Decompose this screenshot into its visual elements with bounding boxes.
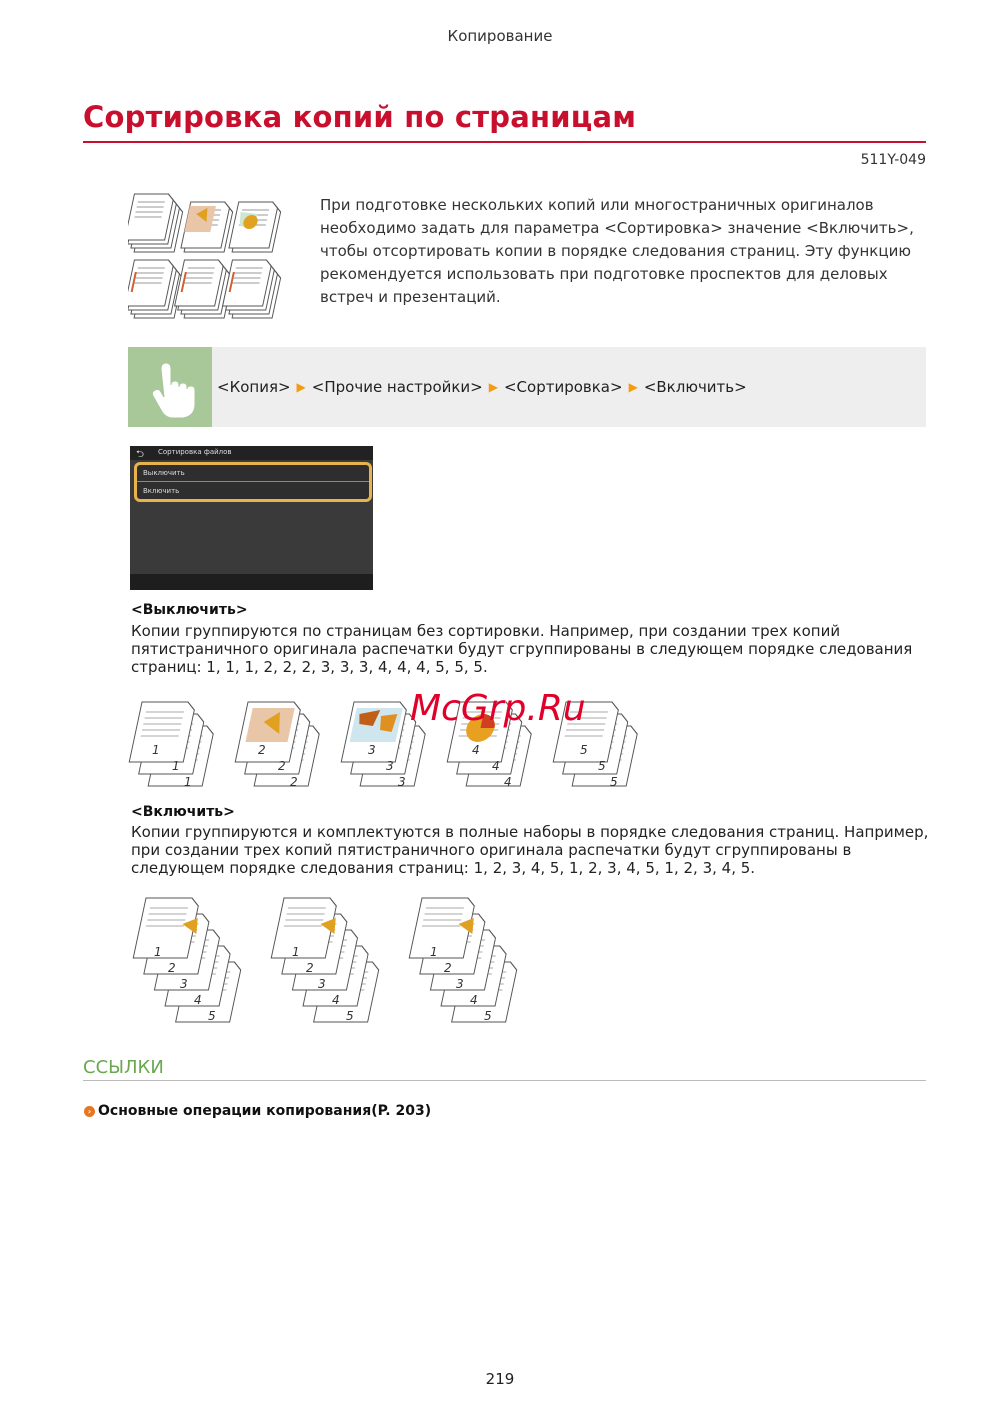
sort-overview-illustration (128, 190, 288, 320)
device-screen (130, 446, 373, 590)
intro-paragraph: При подготовке нескольких копий или многостраничных оригиналов необходимо задать для параметра <Сортировка> значение <Включить>, чтобы отсортировать копии в порядке следования страниц. Эту функцию рекомендуется использовать при подготовке проспектов для деловых встреч и презентаций. (320, 196, 914, 306)
menu-step-on: <Включить> (643, 378, 747, 396)
page-label: 1 (430, 945, 438, 959)
page-label: 1 (292, 945, 300, 959)
page-label: 5 (484, 1009, 492, 1023)
page-label: 1 (152, 743, 160, 757)
page-label: 2 (278, 759, 286, 773)
link-basic-copy-operations[interactable] (84, 1103, 431, 1119)
menu-path (217, 378, 747, 396)
screen-option-on[interactable]: Включить (143, 487, 180, 495)
page-label: 2 (444, 961, 452, 975)
page-label: 3 (456, 977, 464, 991)
page-label: 2 (306, 961, 314, 975)
title-rule (83, 141, 926, 143)
page-label: 5 (598, 759, 606, 773)
screen-title: Сортировка файлов (158, 448, 232, 456)
page-label: 4 (332, 993, 340, 1007)
menu-step-copy: <Копия> (217, 378, 291, 396)
option-on-label: <Включить> (131, 804, 235, 820)
page-label: 1 (172, 759, 180, 773)
page-label: 1 (154, 945, 162, 959)
page-label: 3 (180, 977, 188, 991)
page-label: 1 (184, 775, 192, 789)
page-title: Сортировка копий по страницам (83, 100, 637, 134)
link-text[interactable]: Основные операции копирования(P. 203) (98, 1103, 432, 1119)
back-icon: ⮌ (136, 449, 145, 460)
menu-step-other-settings: <Прочие настройки> (311, 378, 483, 396)
screen-header (130, 446, 373, 460)
uncollated-illustration (128, 692, 668, 796)
page-label: 4 (194, 993, 202, 1007)
hand-pointer-icon (128, 347, 212, 427)
page-label: 3 (386, 759, 394, 773)
arrow-right-icon: ▶ (296, 380, 306, 394)
arrow-right-icon: ▶ (628, 380, 638, 394)
watermark: McGrp.Ru (410, 688, 586, 729)
page-label: 4 (504, 775, 512, 789)
page-label: 5 (610, 775, 618, 789)
screen-option-off[interactable]: Выключить (143, 469, 185, 477)
option-off-label: <Выключить> (131, 602, 248, 618)
page-label: 5 (580, 743, 588, 757)
menu-step-collate: <Сортировка> (503, 378, 623, 396)
page-label: 2 (258, 743, 266, 757)
page-label: 5 (208, 1009, 216, 1023)
page-label: 2 (290, 775, 298, 789)
option-off-text: Копии группируются по страницам без сортировки. Например, при создании трех копий пятистраничного оригинала распечатки будут сгруппированы в следующем порядке следования страниц: 1, 1, 1, 2, 2, 2, 3, 3, 3, 4, 4, 4, 5, 5, 5. (131, 622, 913, 676)
page-label: 3 (398, 775, 406, 789)
links-rule (83, 1080, 926, 1081)
screen-divider (137, 481, 369, 482)
chevron-right-icon: › (84, 1106, 95, 1117)
page-label: 4 (472, 743, 480, 757)
page-number: 219 (485, 1370, 515, 1388)
document-code: 511Y-049 (860, 152, 926, 168)
screen-options (134, 462, 372, 502)
collated-illustration (128, 894, 548, 1028)
arrow-right-icon: ▶ (488, 380, 498, 394)
page-label: 2 (168, 961, 176, 975)
page-label: 4 (470, 993, 478, 1007)
running-header: Копирование (447, 27, 553, 45)
screen-footer (130, 574, 373, 590)
page-label: 4 (492, 759, 500, 773)
page-label: 5 (346, 1009, 354, 1023)
option-on-text: Копии группируются и комплектуются в полные наборы в порядке следования страниц. Например, при создании трех копий пятистраничного оригинала распечатки будут сгруппированы в следующем порядке следования страниц: 1, 2, 3, 4, 5, 1, 2, 3, 4, 5, 1, 2, 3, 4, 5. (131, 823, 929, 877)
links-heading: ССЫЛКИ (83, 1057, 164, 1078)
page-label: 3 (318, 977, 326, 991)
page-label: 3 (368, 743, 376, 757)
